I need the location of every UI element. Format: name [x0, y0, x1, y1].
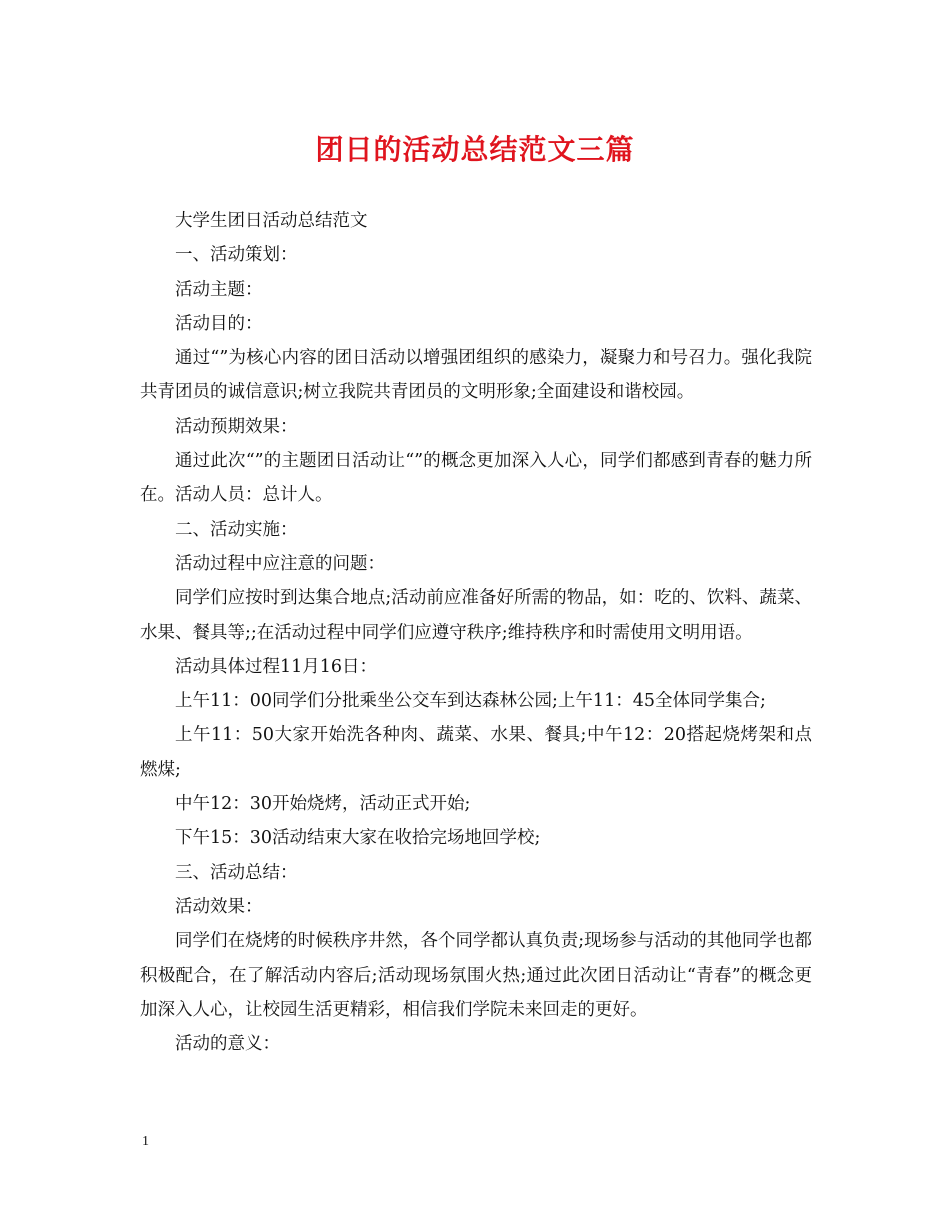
paragraph: 活动目的： [175, 313, 263, 334]
paragraph: 通过此次“”的主题团日活动让“”的概念更加深入人心，同学们都感到青春的魅力所在。活动人员：总计人。 [140, 451, 812, 506]
paragraph: 上午11：00同学们分批乘坐公交车到达森林公园;上午11：45全体同学集合; [175, 691, 766, 712]
paragraph: 活动的意义： [175, 1034, 280, 1055]
paragraph: 活动预期效果： [175, 416, 298, 437]
paragraph: 通过“”为核心内容的团日活动以增强团组织的感染力，凝聚力和号召力。强化我院共青团员的诚信意识;树立我院共青团员的文明形象;全面建设和谐校园。 [140, 348, 812, 403]
paragraph: 同学们在烧烤的时候秩序井然，各个同学都认真负责;现场参与活动的其他同学也都积极配合，在了解活动内容后;活动现场氛围火热;通过此次团日活动让“青春”的概念更加深入人心，让校园生活更精彩，相信我们学院未来回走的更好。 [140, 931, 812, 1020]
paragraph: 三、活动总结： [175, 862, 298, 883]
paragraph: 活动效果： [175, 896, 263, 917]
paragraph: 活动具体过程11月16日： [175, 656, 378, 677]
document-title: 团日的活动总结范文三篇 [315, 133, 635, 166]
paragraph: 大学生团日活动总结范文 [175, 211, 368, 231]
paragraph: 下午15：30活动结束大家在收拾完场地回学校; [175, 828, 541, 849]
paragraph: 活动主题： [175, 279, 263, 300]
document-body [140, 204, 812, 1061]
paragraph: 中午12：30开始烧烤，活动正式开始; [175, 794, 471, 815]
paragraph: 二、活动实施： [175, 519, 298, 540]
paragraph: 同学们应按时到达集合地点;活动前应准备好所需的物品，如：吃的、饮料、蔬菜、水果、餐具等;;在活动过程中同学们应遵守秩序;维持秩序和时需使用文明用语。 [140, 588, 812, 643]
paragraph: 一、活动策划： [175, 245, 298, 266]
paragraph: 活动过程中应注意的问题： [175, 553, 385, 574]
page-number: 1 [142, 1134, 149, 1149]
paragraph: 上午11：50大家开始洗各种肉、蔬菜、水果、餐具;中午12：20搭起烧烤架和点燃煤; [140, 725, 812, 780]
